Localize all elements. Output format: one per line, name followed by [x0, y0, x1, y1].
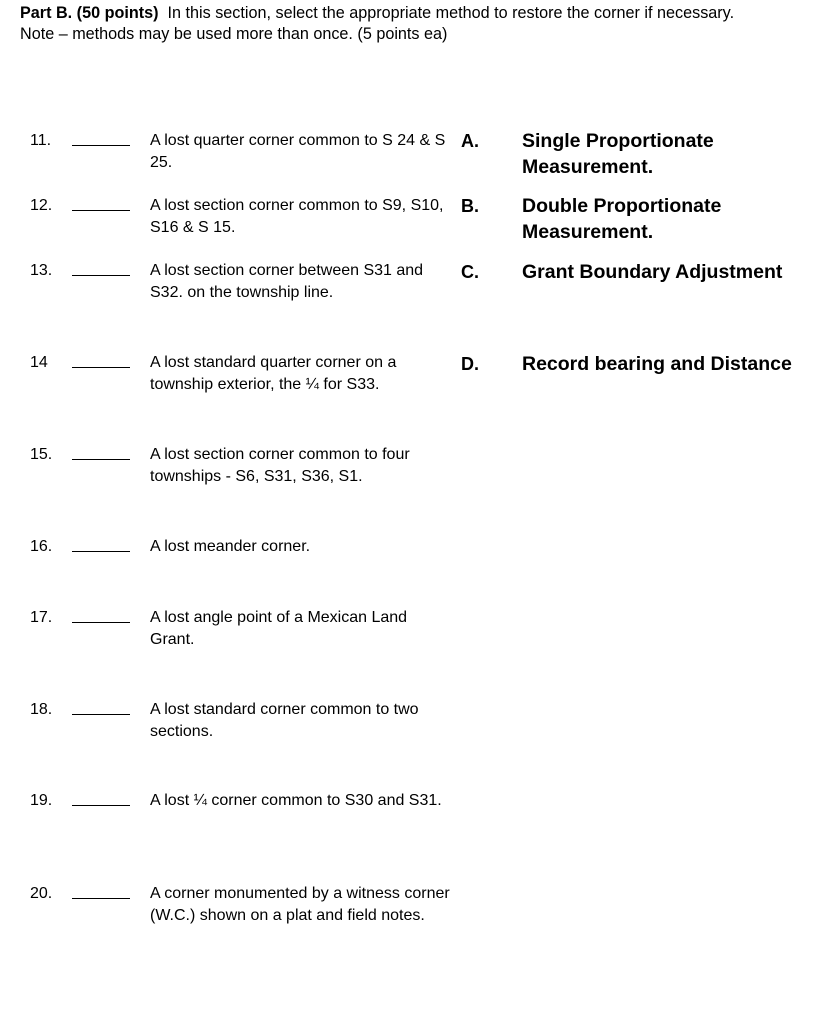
answer-blank[interactable] — [72, 551, 130, 552]
question-number: 20. — [30, 885, 53, 902]
option-letter: D. — [461, 354, 479, 374]
option-label: Record bearing and Distance — [522, 353, 792, 375]
answer-blank[interactable] — [72, 459, 130, 460]
question-text: A corner monumented by a witness corner (W.C.) shown on a plat and field notes. — [150, 885, 450, 924]
part-title: Part B. (50 points) — [20, 4, 159, 22]
instructions-line-2: Note – methods may be used more than once. (5 points ea) — [20, 25, 448, 43]
section-instructions — [20, 3, 820, 45]
question-number: 14 — [30, 354, 48, 371]
question-number: 12. — [30, 197, 53, 214]
question-text: A lost standard corner common to two sections. — [150, 701, 419, 740]
question-text: A lost angle point of a Mexican Land Grant. — [150, 609, 408, 648]
question-number: 11. — [30, 132, 52, 149]
question-text: A lost ¼ corner common to S30 and S31. — [150, 792, 442, 809]
question-number: 19. — [30, 792, 53, 809]
question-text: A lost section corner common to four townships - S6, S31, S36, S1. — [150, 446, 410, 485]
option-label: Grant Boundary Adjustment — [522, 261, 783, 283]
question-number: 16. — [30, 538, 53, 555]
answer-blank[interactable] — [72, 367, 130, 368]
option-letter: A. — [461, 131, 479, 151]
question-number: 15. — [30, 446, 53, 463]
answer-blank[interactable] — [72, 210, 130, 211]
question-text: A lost section corner common to S9, S10, S16 & S 15. — [150, 197, 444, 236]
option-letter: C. — [461, 262, 479, 282]
question-number: 17. — [30, 609, 53, 626]
question-text: A lost section corner between S31 and S32. on the township line. — [150, 262, 424, 301]
option-label: Double Proportionate Measurement. — [522, 195, 722, 243]
option-letter: B. — [461, 196, 479, 216]
question-number: 18. — [30, 701, 53, 718]
question-text: A lost quarter corner common to S 24 & S 25. — [150, 132, 446, 171]
answer-blank[interactable] — [72, 805, 130, 806]
question-text: A lost standard quarter corner on a township exterior, the ¼ for S33. — [150, 354, 397, 393]
answer-blank[interactable] — [72, 145, 130, 146]
answer-blank[interactable] — [72, 275, 130, 276]
answer-blank[interactable] — [72, 898, 130, 899]
option-label: Single Proportionate Measurement. — [522, 130, 714, 178]
question-text: A lost meander corner. — [150, 538, 311, 555]
instructions-text: In this section, select the appropriate method to restore the corner if necessary. — [158, 4, 735, 22]
question-number: 13. — [30, 262, 53, 279]
answer-blank[interactable] — [72, 622, 130, 623]
answer-blank[interactable] — [72, 714, 130, 715]
instructions-line-1 — [20, 3, 820, 24]
